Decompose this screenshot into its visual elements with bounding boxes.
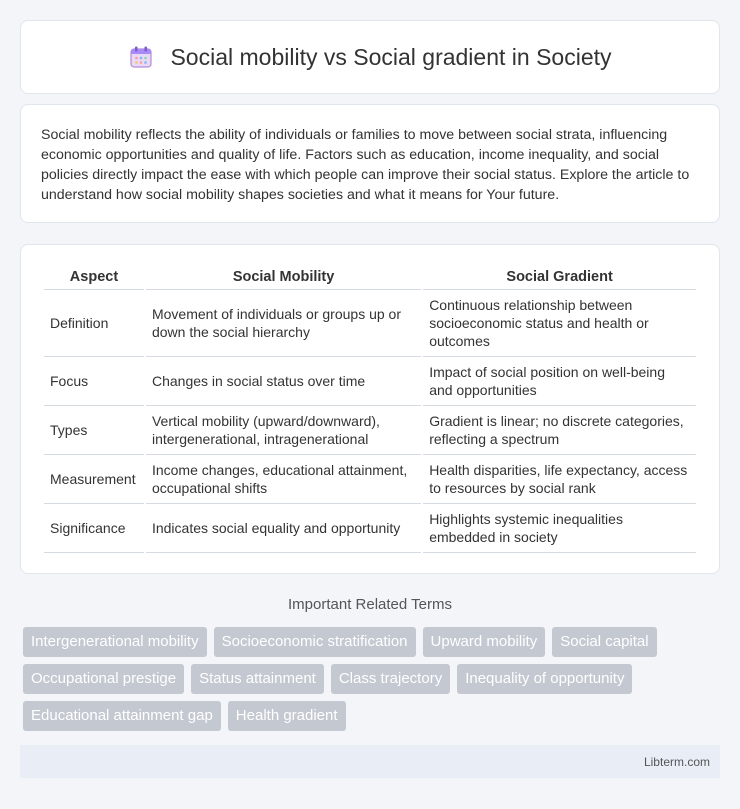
intro-card: [20, 104, 720, 223]
footer-brand[interactable]: Libterm.com: [643, 754, 710, 769]
tag-status-attainment[interactable]: Status attainment: [191, 664, 324, 694]
tag-intergenerational-mobility[interactable]: Intergenerational mobility: [23, 627, 207, 657]
table-row: [44, 455, 696, 504]
header-social-mobility: Social Mobility: [146, 265, 421, 290]
tag-inequality-of-opportunity[interactable]: Inequality of opportunity: [457, 664, 632, 694]
tag-health-gradient[interactable]: Health gradient: [228, 701, 346, 731]
footer: [20, 745, 720, 778]
tag-occupational-prestige[interactable]: Occupational prestige: [23, 664, 184, 694]
row-mobility: Changes in social status over time: [146, 357, 421, 406]
row-mobility: Movement of individuals or groups up or down the social hierarchy: [146, 290, 421, 357]
header-aspect: Aspect: [44, 265, 144, 290]
row-mobility: Indicates social equality and opportunity: [146, 504, 421, 553]
row-aspect: Types: [44, 406, 144, 455]
page-title: Social mobility vs Social gradient in Society: [170, 43, 612, 70]
row-gradient: Continuous relationship between socioeconomic status and health or outcomes: [423, 290, 696, 357]
header-social-gradient: Social Gradient: [423, 265, 696, 290]
row-aspect: Significance: [44, 504, 144, 553]
tag-educational-attainment-gap[interactable]: Educational attainment gap: [23, 701, 221, 731]
calendar-icon: [128, 44, 154, 70]
row-gradient: Highlights systemic inequalities embedded in society: [423, 504, 696, 553]
row-gradient: Gradient is linear; no discrete categories, reflecting a spectrum: [423, 406, 696, 455]
comparison-table-card: [20, 244, 720, 574]
table-header-row: [44, 265, 696, 290]
tag-class-trajectory[interactable]: Class trajectory: [331, 664, 450, 694]
related-terms-title: Important Related Terms: [288, 596, 452, 613]
table-row: [44, 504, 696, 553]
row-gradient: Health disparities, life expectancy, access to resources by social rank: [423, 455, 696, 504]
table-row: [44, 406, 696, 455]
row-aspect: Definition: [44, 290, 144, 357]
tag-socioeconomic-stratification[interactable]: Socioeconomic stratification: [214, 627, 416, 657]
table-row: [44, 357, 696, 406]
header-card: [20, 20, 720, 94]
tag-list: [20, 627, 720, 731]
row-mobility: Vertical mobility (upward/downward), intergenerational, intragenerational: [146, 406, 421, 455]
table-row: [44, 290, 696, 357]
related-terms: [20, 596, 720, 731]
row-aspect: Measurement: [44, 455, 144, 504]
title-wrap: [128, 44, 611, 71]
row-aspect: Focus: [44, 357, 144, 406]
row-mobility: Income changes, educational attainment, occupational shifts: [146, 455, 421, 504]
comparison-table: [42, 265, 698, 553]
tag-upward-mobility[interactable]: Upward mobility: [423, 627, 546, 657]
row-gradient: Impact of social position on well-being and opportunities: [423, 357, 696, 406]
intro-text: Social mobility reflects the ability of individuals or families to move between social strata, influencing economic opportunities and quality of life. Factors such as education, income inequality, and social policies directly impact the ease with which people can improve their social status. Explore the article to understand how social mobility shapes societies and what it means for Your future.: [41, 127, 690, 203]
tag-social-capital[interactable]: Social capital: [552, 627, 656, 657]
